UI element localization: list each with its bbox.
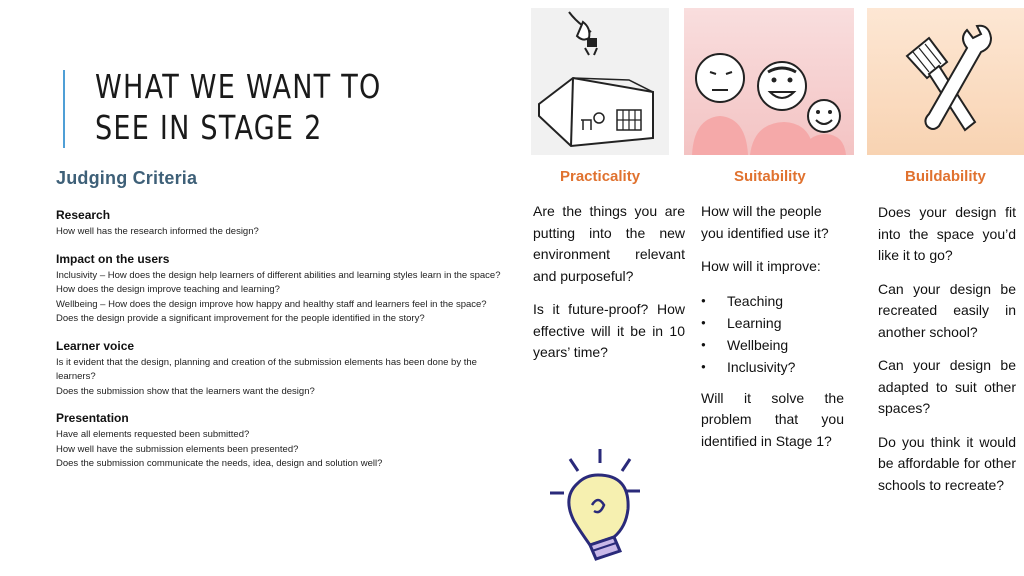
buildability-text: Does your design fit into the space you’d like it to go? [878,204,1016,263]
criteria-line: Inclusivity – How does the design help learners of different abilities and learning styles learn in the space? [56,269,501,281]
lightbulb-icon [540,445,652,563]
criteria-heading: Impact on the users [56,251,170,266]
practicality-text: Is it future-proof? How effective will it be in 10 years’ time? [533,301,685,360]
criteria-line: How well have the submission elements been presented? [56,443,299,455]
list-item: ● Learning [727,312,844,334]
buildability-heading: Buildability [905,168,986,185]
buildability-text: Do you think it would be affordable for other schools to recreate? [878,433,1016,493]
criteria-line: How does the design improve teaching and learning? [56,284,280,295]
suitability-text: How will it improve: [701,258,821,274]
suitability-heading: Suitability [734,168,806,185]
criteria-research [56,208,516,240]
criteria-impact [56,252,516,327]
criteria-heading: Presentation [56,411,129,425]
buildability-text: Can your design be recreated easily in another school? [878,280,1016,340]
brush-wrench-icon [867,8,1024,155]
suitability-text: How will the people you identified use it? [701,203,829,241]
criteria-line: How well has the research informed the design? [56,226,259,237]
buildability-column [878,202,1016,508]
practicality-heading: Practicality [560,168,641,185]
list-item: ● Inclusivity? [727,356,844,378]
buildability-text: Can your design be adapted to suit other spaces? [878,357,1016,416]
criteria-line: Wellbeing – How does the design improve how happy and healthy staff and learners feel in the space? [56,298,487,310]
suitability-column [701,201,844,464]
criteria-heading: Learner voice [56,338,135,353]
hand-placing-furniture-icon [531,8,669,155]
practicality-text: Are the things you are putting into the new environment relevant and purposeful? [533,203,685,284]
criteria-line: Does the design provide a significant improvement for the people identified in the story? [56,313,425,324]
criteria-line: Does the submission show that the learners want the design? [56,385,315,397]
suitability-text: Will it solve the problem that you identified in Stage 1? [701,389,844,449]
criteria-list [56,208,516,484]
practicality-column [533,201,685,376]
criteria-learner-voice [56,339,516,400]
slide-title: WHAT WE WANT TO SEE IN STAGE 2 [95,67,382,147]
criteria-presentation [56,411,516,472]
people-faces-icon [684,8,854,155]
criteria-line: Does the submission communicate the needs, idea, design and solution well? [56,458,383,469]
criteria-line: Have all elements requested been submitted? [56,429,250,440]
title-accent-bar [63,70,65,148]
list-item: ● Teaching [727,290,844,312]
criteria-line: Is it evident that the design, planning and creation of the submission elements has been done by the learners? [56,356,477,382]
list-item: ● Wellbeing [727,334,844,356]
criteria-heading: Research [56,208,111,222]
judging-criteria-heading: Judging Criteria [56,168,198,188]
improvement-list [701,290,844,378]
